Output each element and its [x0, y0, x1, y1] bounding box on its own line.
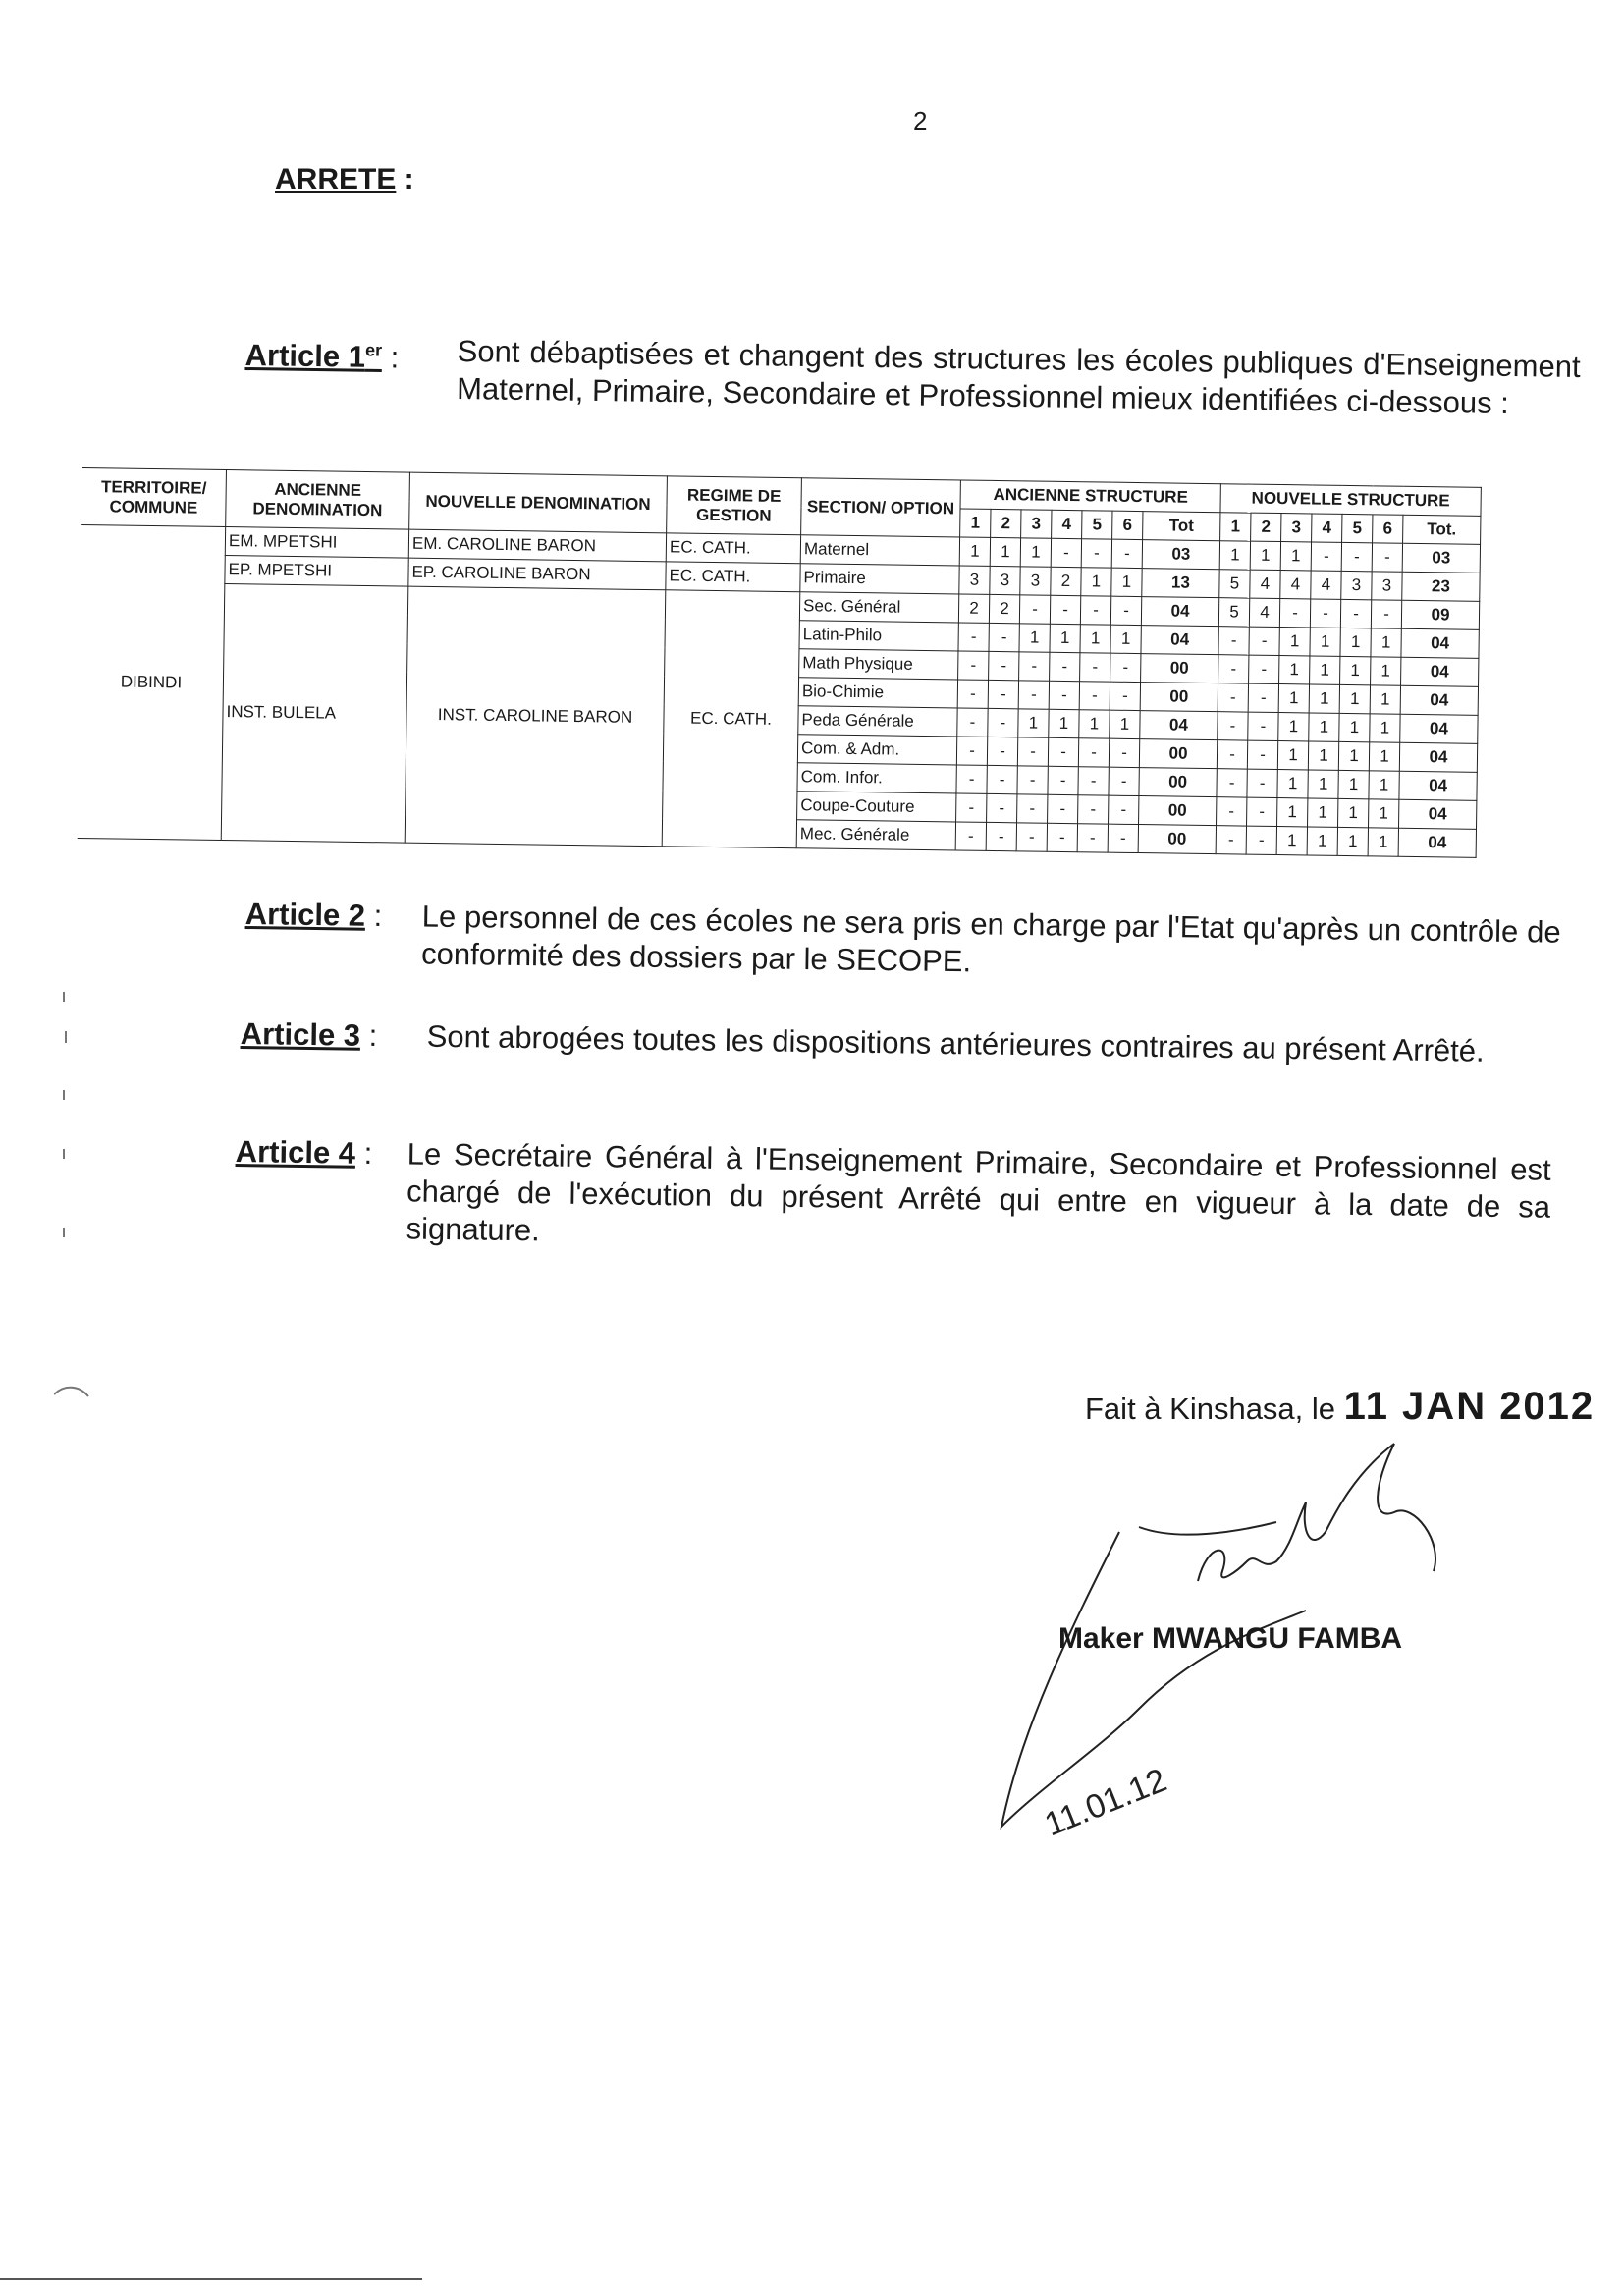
- old-year-cell: -: [1048, 737, 1078, 766]
- nouvelle-denomination-cell: EP. CAROLINE BARON: [408, 558, 666, 590]
- schools-table-wrapper: [78, 467, 1624, 860]
- section-option-cell: Com. Infor.: [797, 763, 956, 793]
- new-year-cell: 1: [1310, 656, 1340, 684]
- page-number: 2: [913, 106, 928, 136]
- old-year-cell: -: [1079, 682, 1110, 710]
- year-col-header: 6: [1112, 511, 1143, 539]
- old-total-cell: 00: [1139, 796, 1217, 826]
- old-year-cell: 2: [989, 594, 1019, 623]
- new-year-cell: -: [1218, 627, 1249, 655]
- new-year-cell: 4: [1249, 598, 1279, 627]
- new-year-cell: 1: [1309, 684, 1339, 713]
- old-year-cell: 1: [1020, 538, 1051, 567]
- new-year-cell: 1: [1339, 684, 1370, 713]
- old-year-cell: -: [1077, 824, 1108, 852]
- new-year-cell: -: [1217, 740, 1247, 769]
- new-year-cell: -: [1218, 683, 1248, 712]
- new-year-cell: 4: [1280, 571, 1311, 599]
- new-year-cell: 1: [1370, 714, 1400, 742]
- new-year-cell: 1: [1371, 657, 1401, 685]
- old-year-cell: -: [1078, 795, 1109, 824]
- old-year-cell: -: [1017, 737, 1048, 766]
- old-year-cell: 3: [990, 566, 1020, 594]
- new-year-cell: 1: [1309, 713, 1339, 741]
- old-year-cell: 1: [1050, 624, 1080, 652]
- new-year-cell: 1: [1219, 541, 1250, 570]
- ancienne-denomination-cell: INST. BULELA: [221, 584, 408, 844]
- new-year-cell: 1: [1310, 628, 1340, 656]
- article-4-colon: :: [354, 1135, 373, 1171]
- old-total-cell: 00: [1139, 739, 1217, 769]
- old-year-cell: 1: [990, 537, 1020, 566]
- article-4: [235, 1133, 1551, 1248]
- regime-gestion-cell: EC. CATH.: [662, 590, 800, 848]
- total-col-header: Tot.: [1403, 515, 1481, 544]
- new-year-cell: 1: [1338, 770, 1369, 798]
- old-year-cell: 1: [1079, 710, 1110, 738]
- new-year-cell: 1: [1338, 798, 1369, 827]
- old-year-cell: -: [1019, 652, 1050, 681]
- new-year-cell: 1: [1368, 828, 1398, 856]
- new-year-cell: -: [1248, 712, 1278, 740]
- new-year-cell: 5: [1218, 598, 1249, 627]
- section-option-cell: Primaire: [800, 564, 959, 594]
- year-col-header: 3: [1021, 510, 1052, 538]
- old-year-cell: 2: [1051, 567, 1081, 595]
- new-year-cell: -: [1217, 769, 1247, 797]
- old-year-cell: -: [1050, 595, 1080, 624]
- new-year-cell: -: [1247, 797, 1277, 826]
- regime-gestion-cell: EC. CATH.: [666, 562, 800, 592]
- article-3-text: Sont abrogées toutes les dispositions antérieures contraires au présent Arrêté.: [426, 1018, 1485, 1068]
- ancienne-denomination-cell: EP. MPETSHI: [225, 556, 408, 587]
- new-total-cell: 04: [1399, 742, 1477, 772]
- year-col-header: 3: [1281, 514, 1312, 542]
- article-1-colon: :: [381, 340, 400, 375]
- year-col-header: 5: [1082, 511, 1112, 539]
- new-year-cell: 4: [1250, 570, 1280, 598]
- new-year-cell: -: [1279, 599, 1310, 628]
- new-year-cell: 3: [1341, 571, 1372, 599]
- new-year-cell: -: [1310, 599, 1340, 628]
- nouvelle-denomination-cell: EM. CAROLINE BARON: [408, 529, 666, 562]
- new-total-cell: 09: [1401, 600, 1479, 629]
- new-year-cell: 1: [1307, 827, 1337, 855]
- old-year-cell: -: [1111, 539, 1142, 568]
- section-option-cell: Bio-Chimie: [798, 678, 957, 708]
- new-year-cell: 1: [1369, 771, 1399, 799]
- old-year-cell: -: [1110, 596, 1141, 625]
- article-1-text: Sont débaptisées et changent des structures les écoles publiques d'Enseignement Maternel, Primaire, Secondaire et Professionnel mieux identifiées ci-dessous :: [456, 334, 1581, 420]
- ancienne-denomination-cell: EM. MPETSHI: [225, 527, 408, 559]
- col-nouvelle-denomination: NOUVELLE DENOMINATION: [409, 472, 668, 533]
- old-year-cell: -: [1110, 653, 1141, 682]
- old-year-cell: 1: [1110, 710, 1140, 738]
- old-year-cell: 1: [1111, 568, 1142, 596]
- territoire-cell: DIBINDI: [78, 524, 226, 840]
- decree-heading: [275, 163, 414, 196]
- new-year-cell: 1: [1277, 741, 1308, 770]
- new-year-cell: -: [1247, 740, 1277, 769]
- regime-gestion-cell: EC. CATH.: [666, 533, 800, 564]
- article-3: [240, 1015, 1555, 1071]
- new-total-cell: 03: [1402, 543, 1480, 573]
- old-total-cell: 04: [1140, 711, 1218, 740]
- old-year-cell: -: [1016, 823, 1047, 851]
- old-year-cell: -: [1110, 682, 1140, 710]
- year-col-header: 5: [1342, 514, 1373, 542]
- article-1-label: Article 1er: [244, 338, 383, 375]
- old-year-cell: -: [1109, 767, 1139, 795]
- old-year-cell: 1: [1019, 624, 1050, 652]
- old-total-cell: 00: [1138, 825, 1216, 854]
- new-year-cell: 1: [1278, 713, 1309, 741]
- new-year-cell: -: [1247, 769, 1277, 797]
- col-ancienne-denomination: ANCIENNE DENOMINATION: [226, 470, 410, 530]
- new-year-cell: -: [1371, 600, 1401, 628]
- new-year-cell: 1: [1338, 741, 1369, 770]
- old-year-cell: -: [988, 708, 1018, 737]
- old-year-cell: -: [1080, 653, 1110, 682]
- schools-table-body: [78, 524, 1481, 857]
- section-option-cell: Sec. Général: [799, 592, 958, 623]
- old-total-cell: 00: [1141, 654, 1218, 683]
- old-year-cell: -: [956, 765, 987, 793]
- old-total-cell: 13: [1142, 569, 1219, 598]
- old-year-cell: -: [1018, 681, 1049, 709]
- old-year-cell: 2: [958, 594, 989, 623]
- new-year-cell: -: [1218, 655, 1249, 683]
- col-nouvelle-structure: NOUVELLE STRUCTURE: [1220, 484, 1481, 517]
- old-year-cell: -: [1078, 767, 1109, 795]
- old-year-cell: -: [986, 822, 1016, 850]
- new-total-cell: 04: [1401, 657, 1479, 686]
- old-year-cell: -: [1048, 766, 1078, 794]
- old-year-cell: -: [956, 737, 987, 765]
- article-3-label: Article 3: [240, 1015, 361, 1053]
- new-year-cell: 3: [1372, 572, 1402, 600]
- old-year-cell: 3: [1020, 567, 1051, 595]
- new-year-cell: 1: [1370, 685, 1400, 714]
- article-2-label: Article 2: [244, 896, 366, 933]
- new-year-cell: -: [1311, 542, 1341, 571]
- new-year-cell: -: [1218, 712, 1248, 740]
- old-year-cell: 1: [959, 537, 990, 566]
- old-year-cell: 1: [1018, 709, 1049, 737]
- article-3-colon: :: [359, 1017, 378, 1053]
- handwritten-date: 11.01.12: [1039, 1761, 1172, 1844]
- old-year-cell: 1: [1049, 709, 1079, 737]
- article-4-text: Le Secrétaire Général à l'Enseignement Primaire, Secondaire et Professionnel est chargé de l'exécution du présent Arrêté qui entre en vigueur à la date de sa signature.: [406, 1136, 1551, 1248]
- new-year-cell: 1: [1277, 770, 1308, 798]
- old-total-cell: 00: [1140, 683, 1218, 712]
- col-section-option: SECTION/ OPTION: [801, 478, 961, 537]
- old-year-cell: -: [1109, 738, 1139, 767]
- new-year-cell: -: [1248, 683, 1278, 712]
- schools-table: [78, 467, 1482, 858]
- col-regime-gestion: REGIME DE GESTION: [667, 476, 802, 535]
- old-year-cell: 1: [1110, 625, 1141, 653]
- year-col-header: 6: [1373, 515, 1403, 543]
- new-year-cell: 1: [1371, 628, 1401, 657]
- date-stamp: 11 JAN 2012: [1343, 1385, 1596, 1428]
- old-year-cell: -: [1050, 652, 1080, 681]
- old-year-cell: -: [1078, 738, 1109, 767]
- new-year-cell: -: [1249, 655, 1279, 683]
- new-total-cell: 04: [1400, 685, 1478, 715]
- old-year-cell: 1: [1081, 568, 1111, 596]
- new-year-cell: 1: [1279, 656, 1310, 684]
- new-year-cell: 1: [1340, 628, 1371, 656]
- new-total-cell: 04: [1400, 714, 1478, 743]
- old-year-cell: -: [1019, 595, 1050, 624]
- heading-text: ARRETE: [275, 163, 397, 195]
- old-year-cell: -: [989, 651, 1019, 680]
- old-total-cell: 04: [1141, 626, 1218, 655]
- old-year-cell: -: [1051, 538, 1081, 567]
- new-year-cell: 1: [1308, 770, 1338, 798]
- new-year-cell: -: [1341, 542, 1372, 571]
- new-year-cell: 1: [1308, 741, 1338, 770]
- old-year-cell: -: [1049, 681, 1079, 709]
- new-year-cell: 5: [1219, 570, 1250, 598]
- year-col-header: 1: [960, 509, 991, 537]
- total-col-header: Tot: [1143, 512, 1220, 541]
- old-total-cell: 04: [1141, 597, 1218, 627]
- new-year-cell: 1: [1250, 541, 1280, 570]
- old-year-cell: 3: [959, 566, 990, 594]
- new-year-cell: 1: [1280, 542, 1311, 571]
- col-ancienne-structure: ANCIENNE STRUCTURE: [960, 480, 1220, 513]
- old-total-cell: 03: [1142, 540, 1219, 570]
- new-year-cell: -: [1217, 797, 1247, 826]
- nouvelle-denomination-cell: INST. CAROLINE BARON: [405, 586, 666, 847]
- old-year-cell: -: [958, 623, 989, 651]
- year-col-header: 4: [1052, 510, 1082, 538]
- old-year-cell: -: [1109, 795, 1139, 824]
- new-year-cell: 1: [1339, 713, 1370, 741]
- bottom-rule: [0, 2278, 422, 2280]
- new-year-cell: 1: [1340, 656, 1371, 684]
- old-year-cell: -: [989, 623, 1019, 651]
- section-option-cell: Maternel: [800, 535, 959, 566]
- heading-colon: :: [396, 163, 414, 195]
- signoff-place: Fait à Kinshasa, le: [1085, 1392, 1336, 1426]
- article-2-text: Le personnel de ces écoles ne sera pris en charge par l'Etat qu'après un contrôle de conformité des dossiers par le SECOPE.: [420, 899, 1561, 979]
- section-option-cell: Math Physique: [799, 649, 958, 680]
- section-option-cell: Com. & Adm.: [797, 735, 956, 765]
- old-year-cell: -: [988, 680, 1018, 708]
- new-year-cell: 1: [1277, 798, 1308, 827]
- year-col-header: 1: [1220, 513, 1251, 541]
- article-4-label: Article 4: [235, 1133, 356, 1171]
- old-year-cell: -: [956, 793, 987, 822]
- col-territoire: TERRITOIRE/ COMMUNE: [81, 467, 226, 526]
- article-2: [244, 896, 1561, 979]
- new-year-cell: -: [1340, 599, 1371, 628]
- new-total-cell: 04: [1401, 628, 1479, 658]
- old-year-cell: -: [1047, 823, 1077, 851]
- new-year-cell: -: [1246, 826, 1276, 854]
- old-year-cell: -: [1080, 596, 1110, 625]
- new-year-cell: 1: [1337, 827, 1368, 855]
- new-year-cell: 1: [1278, 684, 1309, 713]
- old-year-cell: -: [1017, 766, 1048, 794]
- year-col-header: 2: [991, 509, 1021, 537]
- old-year-cell: -: [1017, 794, 1048, 823]
- old-total-cell: 00: [1139, 768, 1217, 797]
- new-year-cell: 1: [1369, 799, 1399, 828]
- old-year-cell: -: [1048, 794, 1078, 823]
- new-year-cell: 1: [1369, 742, 1399, 771]
- new-year-cell: -: [1216, 826, 1246, 854]
- old-year-cell: -: [958, 651, 989, 680]
- section-option-cell: Peda Générale: [798, 706, 957, 737]
- signer-name: Maker MWANGU FAMBA: [1058, 1622, 1403, 1655]
- old-year-cell: -: [1081, 539, 1111, 568]
- new-year-cell: 4: [1311, 571, 1341, 599]
- new-total-cell: 23: [1402, 572, 1480, 601]
- old-year-cell: -: [957, 680, 988, 708]
- old-year-cell: -: [987, 793, 1017, 822]
- margin-marks: [54, 992, 93, 1483]
- old-year-cell: -: [957, 708, 988, 737]
- article-2-colon: :: [364, 898, 383, 933]
- new-total-cell: 04: [1399, 771, 1477, 800]
- old-year-cell: 1: [1080, 625, 1110, 653]
- new-year-cell: 1: [1279, 628, 1310, 656]
- new-year-cell: -: [1372, 543, 1402, 572]
- new-year-cell: -: [1249, 627, 1279, 655]
- article-1: [244, 330, 1581, 420]
- section-option-cell: Mec. Générale: [796, 820, 955, 850]
- old-year-cell: -: [987, 737, 1017, 765]
- old-year-cell: -: [955, 822, 986, 850]
- section-option-cell: Coupe-Couture: [797, 792, 956, 822]
- new-year-cell: 1: [1276, 827, 1307, 855]
- year-col-header: 4: [1312, 514, 1342, 542]
- new-year-cell: 1: [1308, 798, 1338, 827]
- old-year-cell: -: [987, 765, 1017, 793]
- old-year-cell: -: [1108, 824, 1138, 852]
- new-total-cell: 04: [1398, 828, 1476, 857]
- year-col-header: 2: [1251, 513, 1281, 541]
- new-total-cell: 04: [1399, 799, 1477, 829]
- section-option-cell: Latin-Philo: [799, 621, 958, 651]
